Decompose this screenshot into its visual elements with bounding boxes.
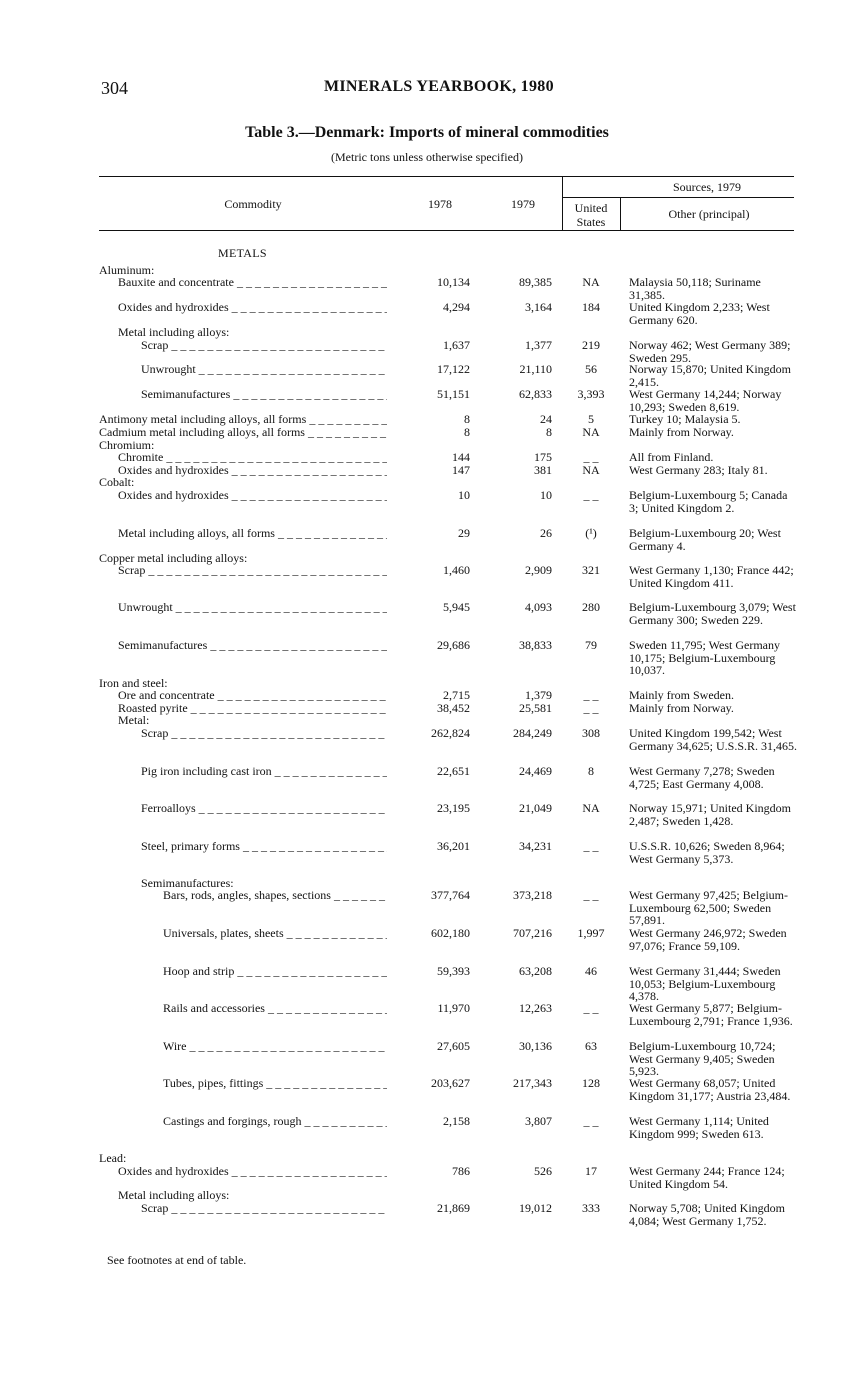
other-sources: Mainly from Sweden.: [629, 688, 734, 702]
commodity-label: Semimanufactures _ _ _: [141, 388, 387, 401]
value-united-states: 321: [582, 563, 600, 577]
value-united-states: 219: [582, 338, 600, 352]
value-1978: 21,869: [437, 1201, 470, 1215]
value-1978: 203,627: [431, 1076, 470, 1090]
value-united-states: 5: [588, 412, 594, 426]
commodity-label: Rails and accessories _ _ _: [163, 1002, 387, 1015]
value-1979: 381: [534, 463, 552, 477]
value-1979: 38,833: [519, 638, 552, 652]
value-united-states: _ _: [583, 488, 599, 502]
commodity-label: Ferroalloys _ _ _: [141, 802, 387, 815]
commodity-label: Aluminum:: [99, 263, 155, 277]
commodity-label: Unwrought _ _ _: [141, 363, 387, 376]
commodity-label: Metal including alloys:: [118, 325, 230, 339]
other-sources: United Kingdom 199,542; West Germany 34,625; U.S.S.R. 31,465.: [629, 726, 797, 753]
sources-divider: [562, 176, 563, 230]
running-head: MINERALS YEARBOOK, 1980: [324, 78, 554, 95]
header-other: Other (principal): [668, 207, 750, 221]
value-1979: 526: [534, 1164, 552, 1178]
other-sources: U.S.S.R. 10,626; Sweden 8,964; West Germany 5,373.: [629, 839, 785, 866]
value-1978: 10,134: [437, 275, 470, 289]
other-sources: West Germany 14,244; Norway 10,293; Sweden 8,619.: [629, 387, 782, 414]
other-sources: Mainly from Norway.: [629, 425, 734, 439]
section-label: METALS: [218, 246, 267, 260]
value-1978: 144: [452, 450, 470, 464]
other-sources: Norway 5,708; United Kingdom 4,084; West Germany 1,752.: [629, 1201, 785, 1228]
value-1978: 27,605: [437, 1039, 470, 1053]
commodity-label: Oxides and hydroxides _ _ _: [118, 301, 387, 314]
value-united-states: 63: [585, 1039, 597, 1053]
commodity-label: Ore and concentrate _ _ _: [118, 689, 387, 702]
other-sources: All from Finland.: [629, 450, 714, 464]
commodity-label: Iron and steel:: [99, 676, 168, 690]
value-1978: 8: [464, 412, 470, 426]
commodity-label: Bars, rods, angles, shapes, sections _ _ _: [163, 889, 387, 902]
value-united-states: 333: [582, 1201, 600, 1215]
commodity-label: Cadmium metal including alloys, all forms _ _ _: [99, 426, 387, 439]
commodity-label: Pig iron including cast iron _ _ _: [141, 765, 387, 778]
value-1978: 10: [458, 488, 470, 502]
other-sources: Mainly from Norway.: [629, 701, 734, 715]
value-united-states: _ _: [583, 839, 599, 853]
us-divider: [620, 197, 621, 230]
page-number: 304: [101, 78, 128, 98]
commodity-label: Metal:: [118, 713, 150, 727]
commodity-label: Castings and forgings, rough _ _ _: [163, 1115, 387, 1128]
commodity-label: Unwrought _ _ _: [118, 601, 387, 614]
commodity-label: Hoop and strip _ _ _: [163, 965, 387, 978]
other-sources: Belgium-Luxembourg 20; West Germany 4.: [629, 526, 781, 553]
value-1978: 36,201: [437, 839, 470, 853]
commodity-label: Steel, primary forms _ _ _: [141, 840, 387, 853]
commodity-label: Scrap _ _ _: [141, 1202, 387, 1215]
commodity-label: Chromium:: [99, 438, 155, 452]
value-1978: 38,452: [437, 701, 470, 715]
value-united-states: 3,393: [577, 387, 605, 401]
value-1979: 284,249: [513, 726, 552, 740]
value-1978: 29,686: [437, 638, 470, 652]
other-sources: West Germany 283; Italy 81.: [629, 463, 768, 477]
value-united-states: 17: [585, 1164, 597, 1178]
value-united-states: NA: [582, 275, 600, 289]
commodity-label: Metal including alloys:: [118, 1188, 230, 1202]
other-sources: Malaysia 50,118; Suriname 31,385.: [629, 275, 761, 302]
commodity-label: Universals, plates, sheets _ _ _: [163, 927, 387, 940]
header-bottom-rule: [99, 230, 794, 231]
value-1979: 19,012: [519, 1201, 552, 1215]
commodity-label: Cobalt:: [99, 475, 135, 489]
value-united-states: 128: [582, 1076, 600, 1090]
value-united-states: NA: [582, 801, 600, 815]
value-1979: 89,385: [519, 275, 552, 289]
value-1979: 34,231: [519, 839, 552, 853]
value-1978: 377,764: [431, 888, 470, 902]
value-united-states: _ _: [583, 888, 599, 902]
value-1979: 24: [540, 412, 552, 426]
commodity-label: Wire _ _ _: [163, 1040, 387, 1053]
commodity-label: Scrap _ _ _: [118, 564, 387, 577]
value-1979: 3,164: [525, 300, 552, 314]
value-1979: 8: [546, 425, 552, 439]
commodity-label: Roasted pyrite _ _ _: [118, 702, 387, 715]
table-title: Table 3.—Denmark: Imports of mineral commodities: [245, 124, 609, 141]
value-1978: 23,195: [437, 801, 470, 815]
value-united-states: _ _: [583, 688, 599, 702]
value-1978: 29: [458, 526, 470, 540]
value-1978: 51,151: [437, 387, 470, 401]
other-sources: West Germany 5,877; Belgium-Luxembourg 2,791; France 1,936.: [629, 1001, 793, 1028]
footnote: See footnotes at end of table.: [107, 1253, 247, 1267]
value-united-states: 79: [585, 638, 597, 652]
other-sources: Norway 462; West Germany 389; Sweden 295.: [629, 338, 791, 365]
value-1978: 786: [452, 1164, 470, 1178]
value-1978: 8: [464, 425, 470, 439]
value-united-states: (¹): [585, 526, 597, 540]
value-united-states: _ _: [583, 1114, 599, 1128]
other-sources: West Germany 68,057; United Kingdom 31,177; Austria 23,484.: [629, 1076, 791, 1103]
value-1978: 22,651: [437, 764, 470, 778]
value-1978: 59,393: [437, 964, 470, 978]
commodity-label: Metal including alloys, all forms _ _ _: [118, 527, 387, 540]
header-1978: 1978: [428, 197, 452, 211]
value-1978: 602,180: [431, 926, 470, 940]
value-1978: 262,824: [431, 726, 470, 740]
other-sources: West Germany 246,972; Sweden 97,076; France 59,109.: [629, 926, 787, 953]
value-united-states: _ _: [583, 1001, 599, 1015]
header-1979: 1979: [511, 197, 535, 211]
other-sources: Belgium-Luxembourg 10,724; West Germany 9,405; Sweden 5,923.: [629, 1039, 776, 1078]
value-1978: 4,294: [443, 300, 470, 314]
other-sources: West Germany 244; France 124; United Kingdom 54.: [629, 1164, 785, 1191]
value-united-states: 56: [585, 362, 597, 376]
other-sources: Norway 15,971; United Kingdom 2,487; Sweden 1,428.: [629, 801, 791, 828]
commodity-label: Oxides and hydroxides _ _ _: [118, 464, 387, 477]
value-1979: 2,909: [525, 563, 552, 577]
commodity-label: Antimony metal including alloys, all forms _ _ _: [99, 413, 387, 426]
commodity-label: Tubes, pipes, fittings _ _ _: [163, 1077, 387, 1090]
value-1979: 1,377: [525, 338, 552, 352]
commodity-label: Oxides and hydroxides _ _ _: [118, 489, 387, 502]
other-sources: Belgium-Luxembourg 5; Canada 3; United Kingdom 2.: [629, 488, 788, 515]
commodity-label: Chromite _ _ _: [118, 451, 387, 464]
commodity-label: Oxides and hydroxides _ _ _: [118, 1165, 387, 1178]
other-sources: United Kingdom 2,233; West Germany 620.: [629, 300, 770, 327]
value-1979: 26: [540, 526, 552, 540]
value-1979: 175: [534, 450, 552, 464]
other-sources: Turkey 10; Malaysia 5.: [629, 412, 741, 426]
other-sources: Belgium-Luxembourg 3,079; West Germany 300; Sweden 229.: [629, 600, 796, 627]
commodity-label: Bauxite and concentrate _ _ _: [118, 276, 387, 289]
commodity-label: Semimanufactures _ _ _: [118, 639, 387, 652]
value-1979: 62,833: [519, 387, 552, 401]
commodity-label: Semimanufactures:: [141, 876, 234, 890]
other-sources: West Germany 31,444; Sweden 10,053; Belgium-Luxembourg 4,378.: [629, 964, 781, 1003]
commodity-label: Scrap _ _ _: [141, 339, 387, 352]
value-1979: 3,807: [525, 1114, 552, 1128]
value-1979: 21,049: [519, 801, 552, 815]
value-1979: 21,110: [519, 362, 552, 376]
table-subtitle: (Metric tons unless otherwise specified): [331, 150, 523, 164]
table-top-rule: [99, 176, 794, 177]
value-1979: 373,218: [513, 888, 552, 902]
value-1978: 147: [452, 463, 470, 477]
value-united-states: 46: [585, 964, 597, 978]
value-1979: 30,136: [519, 1039, 552, 1053]
value-1978: 11,970: [437, 1001, 470, 1015]
commodity-label: Lead:: [99, 1151, 127, 1165]
value-1979: 10: [540, 488, 552, 502]
other-sources: West Germany 7,278; Sweden 4,725; East Germany 4,008.: [629, 764, 775, 791]
commodity-label: Scrap _ _ _: [141, 727, 387, 740]
other-sources: West Germany 1,114; United Kingdom 999; Sweden 613.: [629, 1114, 769, 1141]
value-united-states: _ _: [583, 701, 599, 715]
value-1979: 1,379: [525, 688, 552, 702]
value-united-states: NA: [582, 463, 600, 477]
header-commodity: Commodity: [224, 197, 282, 211]
header-sources: Sources, 1979: [673, 180, 741, 194]
value-1979: 707,216: [513, 926, 552, 940]
value-1978: 1,460: [443, 563, 470, 577]
value-1978: 17,122: [437, 362, 470, 376]
sources-rule: [562, 197, 794, 198]
value-united-states: 280: [582, 600, 600, 614]
value-united-states: 184: [582, 300, 600, 314]
value-1979: 25,581: [519, 701, 552, 715]
other-sources: Sweden 11,795; West Germany 10,175; Belgium-Luxembourg 10,037.: [629, 638, 781, 677]
value-1979: 217,343: [513, 1076, 552, 1090]
value-united-states: 308: [582, 726, 600, 740]
value-united-states: NA: [582, 425, 600, 439]
value-1979: 12,263: [519, 1001, 552, 1015]
commodity-label: Copper metal including alloys:: [99, 551, 248, 565]
value-1978: 2,158: [443, 1114, 470, 1128]
value-1978: 2,715: [443, 688, 470, 702]
value-1979: 63,208: [519, 964, 552, 978]
other-sources: West Germany 1,130; France 442; United Kingdom 411.: [629, 563, 794, 590]
value-united-states: _ _: [583, 450, 599, 464]
value-united-states: 1,997: [577, 926, 605, 940]
value-1978: 5,945: [443, 600, 470, 614]
value-1978: 1,637: [443, 338, 470, 352]
value-united-states: 8: [588, 764, 594, 778]
other-sources: Norway 15,870; United Kingdom 2,415.: [629, 362, 791, 389]
value-1979: 4,093: [525, 600, 552, 614]
value-1979: 24,469: [519, 764, 552, 778]
header-united-states: United States: [574, 201, 608, 229]
other-sources: West Germany 97,425; Belgium-Luxembourg 62,500; Sweden 57,891.: [629, 888, 789, 927]
